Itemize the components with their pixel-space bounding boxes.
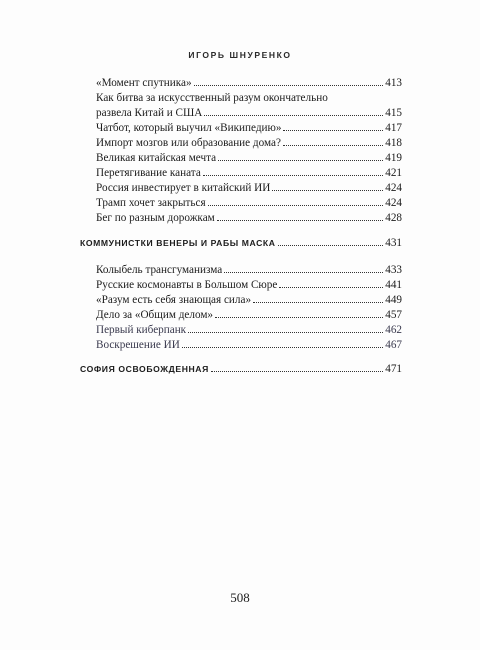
toc-entry-title: Перетягивание каната [96, 167, 201, 179]
toc-entry-title: Россия инвестирует в китайский ИИ [96, 182, 271, 194]
toc-section-page: 471 [385, 363, 402, 375]
toc-entry-page: 421 [385, 167, 402, 179]
toc-group-1 [80, 76, 402, 226]
toc-entry-page: 415 [385, 107, 402, 119]
toc-entry-title: «Момент спутника» [96, 77, 192, 89]
toc-entry [80, 151, 402, 166]
toc-entry-title: развела Китай и США [96, 107, 203, 119]
dot-leader [279, 287, 383, 288]
toc-entry-page: 424 [385, 197, 402, 209]
toc-entry-page: 457 [385, 309, 402, 321]
toc-entry [80, 308, 402, 323]
toc-entry [80, 211, 402, 226]
toc-entry-line1: Как битва за искусственный разум окончательно [96, 92, 328, 104]
toc-entry-title: Бег по разным дорожкам [96, 212, 215, 224]
toc-section-2 [80, 362, 402, 377]
toc-entry-page: 413 [385, 77, 402, 89]
toc-entry [80, 166, 402, 181]
toc-entry-title: Трамп хочет закрыться [96, 197, 206, 209]
dot-leader [194, 85, 384, 86]
toc-section-title: КОММУНИСТКИ ВЕНЕРЫ И РАБЫ МАСКА [80, 238, 276, 248]
toc-entry-title: «Разум есть себя знающая сила» [96, 294, 252, 306]
dot-leader [253, 302, 383, 303]
toc-entry-page: 462 [385, 324, 402, 336]
toc-entry [80, 121, 402, 136]
dot-leader [204, 115, 383, 116]
toc-section-1 [80, 236, 402, 251]
dot-leader [283, 145, 383, 146]
toc-entry-page: 419 [385, 152, 402, 164]
page-number: 508 [230, 590, 250, 605]
toc-entry-page: 441 [385, 279, 402, 291]
dot-leader [188, 332, 383, 333]
toc-entry [80, 106, 402, 121]
toc-entry-page: 417 [385, 122, 402, 134]
toc-entry-page: 433 [385, 264, 402, 276]
toc-entry-title: Русские космонавты в Большом Сюре [96, 279, 278, 291]
dot-leader [215, 317, 383, 318]
toc-section-page: 431 [385, 237, 402, 249]
dot-leader [272, 190, 383, 191]
dot-leader [211, 371, 383, 372]
toc-entry-title: Импорт мозгов или образование дома? [96, 137, 281, 149]
dot-leader [203, 175, 383, 176]
toc-entry [80, 293, 402, 308]
toc-entry [80, 338, 402, 353]
toc-entry [80, 181, 402, 196]
toc-entry-page: 449 [385, 294, 402, 306]
toc-entry [80, 76, 402, 91]
toc-entry-page: 428 [385, 212, 402, 224]
toc-entry [80, 323, 402, 338]
dot-leader [182, 347, 383, 348]
toc-entry-page: 467 [385, 339, 402, 351]
toc-entry-title: Чатбот, который выучил «Википедию» [96, 122, 282, 134]
toc-entry-title: Колыбель трансгуманизма [96, 264, 223, 276]
toc-section-title: СОФИЯ ОСВОБОЖДЕННАЯ [80, 364, 209, 374]
running-header: ИГОРЬ ШНУРЕНКО [188, 50, 292, 60]
toc-entry [80, 263, 402, 278]
toc-entry-title: Воскрешение ИИ [96, 339, 180, 351]
toc-entry [80, 196, 402, 211]
dot-leader [278, 245, 384, 246]
dot-leader [224, 272, 383, 273]
dot-leader [283, 130, 383, 131]
toc-entry-title: Дело за «Общим делом» [96, 309, 214, 321]
dot-leader [217, 220, 383, 221]
toc-entry-page: 418 [385, 137, 402, 149]
toc-entry [80, 136, 402, 151]
toc-entry [80, 278, 402, 293]
toc-entry-title: Первый киберпанк [96, 324, 187, 336]
dot-leader [208, 205, 384, 206]
toc-section-entry [80, 362, 402, 377]
toc-entry-title: Великая китайская мечта [96, 152, 217, 164]
toc-entry-page: 424 [385, 182, 402, 194]
toc-section-entry [80, 236, 402, 251]
dot-leader [218, 160, 383, 161]
toc-group-2 [80, 263, 402, 353]
